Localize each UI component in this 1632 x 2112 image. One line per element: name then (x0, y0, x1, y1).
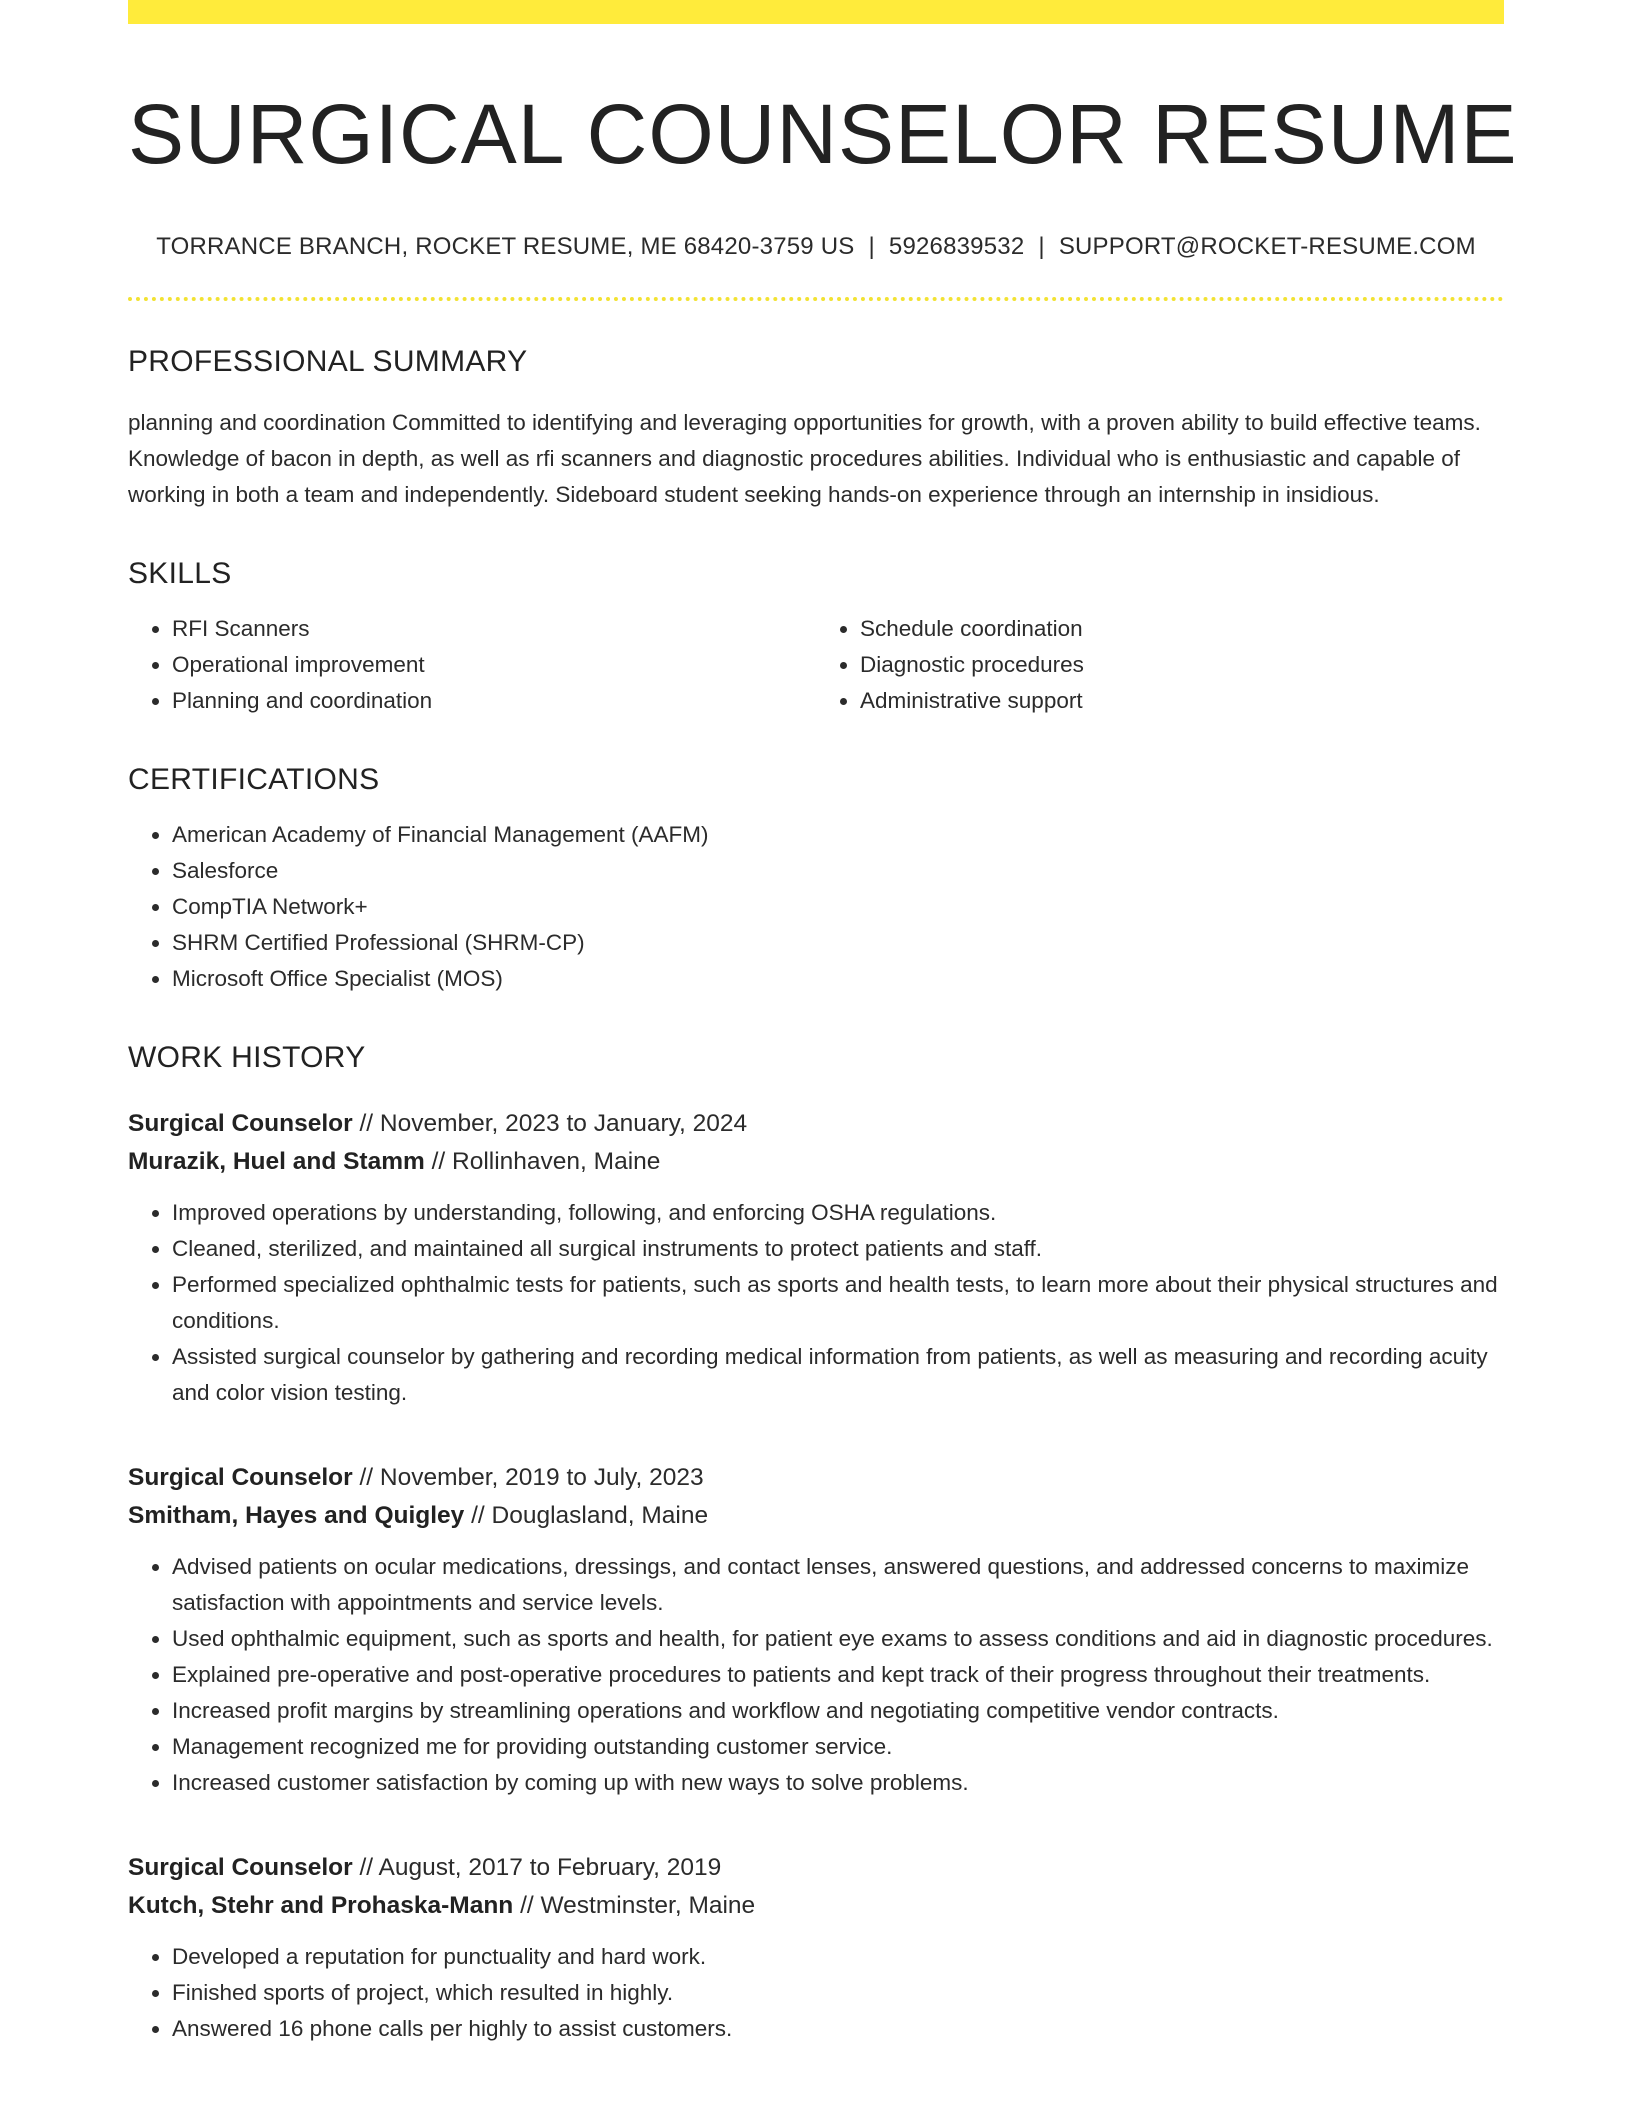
job-bullet: • Developed a reputation for punctuality and hard work. (172, 1939, 1504, 1975)
job-company: Murazik, Huel and Stamm (128, 1147, 425, 1175)
job-title-line (128, 1459, 1504, 1497)
job-bullet: • Performed specialized ophthalmic tests for patients, such as sports and health tests, to learn more about their physical structures and conditions. (172, 1267, 1504, 1339)
certification-item: • CompTIA Network+ (172, 889, 1504, 925)
certification-item: • Salesforce (172, 853, 1504, 889)
skill-item: • Operational improvement (172, 647, 816, 683)
contact-phone: 5926839532 (888, 232, 1025, 260)
job-bullets (128, 1549, 1504, 1801)
work-history-section (128, 1041, 1504, 2047)
skill-item: • Planning and coordination (172, 683, 816, 719)
job-title: Surgical Counselor (128, 1853, 353, 1881)
certifications-list (128, 817, 1504, 997)
job-entry (128, 1105, 1504, 1411)
delimiter: // (352, 1463, 380, 1491)
job-company-line (128, 1143, 1504, 1181)
job-company: Smitham, Hayes and Quigley (128, 1501, 465, 1529)
job-entry (128, 1459, 1504, 1801)
contact-separator: | (1038, 232, 1045, 260)
job-bullet: • Explained pre-operative and post-operative procedures to patients and kept track of their progress throughout their treatments. (172, 1657, 1504, 1693)
work-history-heading: WORK HISTORY (128, 1040, 366, 1074)
job-bullet: • Increased customer satisfaction by coming up with new ways to solve problems. (172, 1765, 1504, 1801)
job-title: Surgical Counselor (128, 1463, 353, 1491)
certification-item: • Microsoft Office Specialist (MOS) (172, 961, 1504, 997)
job-bullet: • Improved operations by understanding, following, and enforcing OSHA regulations. (172, 1195, 1504, 1231)
contact-email: SUPPORT@ROCKET-RESUME.COM (1058, 232, 1476, 260)
contact-separator: | (868, 232, 875, 260)
job-dates: November, 2019 to July, 2023 (379, 1463, 704, 1491)
job-bullet: • Advised patients on ocular medications, dressings, and contact lenses, answered questions, and addressed concerns to maximize satisfaction with appointments and service levels. (172, 1549, 1504, 1621)
job-bullet: • Assisted surgical counselor by gathering and recording medical information from patients, as well as measuring and recording acuity and color vision testing. (172, 1339, 1504, 1411)
contact-address: TORRANCE BRANCH, ROCKET RESUME, ME 68420-3759 US (156, 232, 855, 260)
job-bullet: • Used ophthalmic equipment, such as sports and health, for patient eye exams to assess conditions and aid in diagnostic procedures. (172, 1621, 1504, 1657)
job-bullets (128, 1939, 1504, 2047)
job-company-line (128, 1497, 1504, 1535)
summary-section (128, 345, 1504, 513)
skill-item: • Diagnostic procedures (860, 647, 1504, 683)
delimiter: // (464, 1501, 492, 1529)
skill-item: • RFI Scanners (172, 611, 816, 647)
skills-section (128, 557, 1504, 719)
job-location: Rollinhaven, Maine (452, 1147, 661, 1175)
resume-page (128, 0, 1518, 2047)
job-company-line (128, 1887, 1504, 1925)
job-bullet: • Finished sports of project, which resulted in highly. (172, 1975, 1504, 2011)
job-dates: August, 2017 to February, 2019 (378, 1853, 722, 1881)
delimiter: // (513, 1891, 541, 1919)
job-location: Westminster, Maine (540, 1891, 756, 1919)
job-company: Kutch, Stehr and Prohaska-Mann (128, 1891, 514, 1919)
skills-list-left (128, 611, 816, 719)
contact-line (128, 233, 1504, 261)
job-bullets (128, 1195, 1504, 1411)
job-bullet: • Cleaned, sterilized, and maintained all surgical instruments to protect patients and staff. (172, 1231, 1504, 1267)
delimiter: // (352, 1109, 380, 1137)
top-accent-bar (128, 0, 1504, 24)
job-entry (128, 1849, 1504, 2047)
delimiter: // (424, 1147, 453, 1175)
certifications-section (128, 763, 1504, 997)
summary-text: planning and coordination Committed to identifying and leveraging opportunities for growth, with a proven ability to build effective teams. Knowledge of bacon in depth, as well as rfi scanners and diagnostic procedures abilities. Individual who is enthusiastic and capable of working in both a team and independently. Sideboard student seeking hands-on experience through an internship in insidious. (128, 409, 1481, 507)
delimiter: // (352, 1853, 379, 1881)
skills-heading: SKILLS (128, 556, 232, 590)
job-bullet: • Increased profit margins by streamlining operations and workflow and negotiating competitive vendor contracts. (172, 1693, 1504, 1729)
job-location: Douglasland, Maine (491, 1501, 709, 1529)
certification-item: • American Academy of Financial Management (AAFM) (172, 817, 1504, 853)
skills-grid (128, 611, 1504, 719)
job-bullet: • Answered 16 phone calls per highly to assist customers. (172, 2011, 1504, 2047)
summary-heading: PROFESSIONAL SUMMARY (128, 344, 528, 378)
job-title-line (128, 1105, 1504, 1143)
job-dates: November, 2023 to January, 2024 (379, 1109, 748, 1137)
dotted-divider (128, 297, 1504, 301)
job-bullet: • Management recognized me for providing outstanding customer service. (172, 1729, 1504, 1765)
job-title-line (128, 1849, 1504, 1887)
page-title: SURGICAL COUNSELOR RESUME (128, 87, 1518, 181)
skill-item: • Administrative support (860, 683, 1504, 719)
certification-item: • SHRM Certified Professional (SHRM-CP) (172, 925, 1504, 961)
skills-list-right (816, 611, 1504, 719)
job-title: Surgical Counselor (128, 1109, 353, 1137)
skill-item: • Schedule coordination (860, 611, 1504, 647)
certifications-heading: CERTIFICATIONS (128, 762, 380, 796)
